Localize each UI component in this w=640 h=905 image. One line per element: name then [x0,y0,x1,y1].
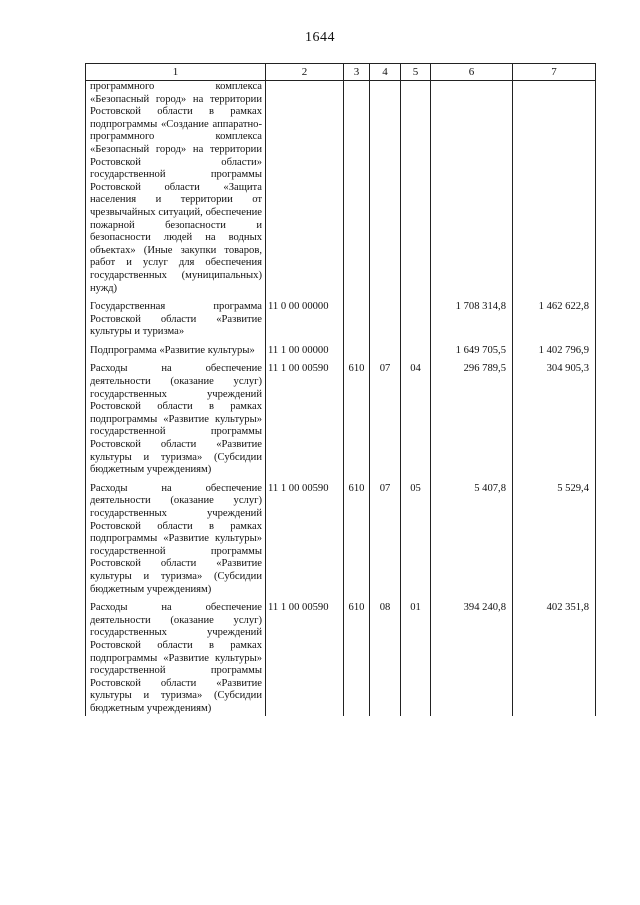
row-expense-type [344,295,370,339]
row-subsection: 04 [401,357,431,476]
row-section: 07 [370,357,401,476]
row-description: программного комплекса «Безопасный город» на территории Ростовской области в рамках подпрограммы «Создание аппаратно-программного комплекса «Безопасный город» на территории Ростовской области» государственной программы Ростовской области «Защита населения и территории от чрезвычайных ситуаций, обеспечение пожарной безопасности и безопасности людей на водных объектах» (Иные закупки товаров, работ и услуг для обеспечения государственных (муниципальных) нужд) [86,81,266,296]
row-target-code: 11 1 00 00590 [266,477,344,596]
row-amount-1: 394 240,8 [431,596,513,715]
row-description: Расходы на обеспечение деятельности (оказание услуг) государственных учреждений Ростовской области в рамках подпрограммы «Развитие культуры» государственной программы Ростовской области «Развитие культуры и туризма» (Субсидии бюджетным учреждениям) [86,477,266,596]
row-section [370,295,401,339]
row-subsection [401,339,431,358]
header-col-5: 5 [401,64,431,81]
row-expense-type [344,339,370,358]
row-expense-type: 610 [344,477,370,596]
row-amount-2 [513,81,596,296]
row-section: 07 [370,477,401,596]
table-row [86,295,596,339]
row-section [370,339,401,358]
header-col-4: 4 [370,64,401,81]
table-row [86,357,596,476]
row-amount-2: 402 351,8 [513,596,596,715]
row-amount-2: 304 905,3 [513,357,596,476]
row-section: 08 [370,596,401,715]
table-row [86,477,596,596]
row-subsection [401,295,431,339]
row-section [370,81,401,296]
row-subsection: 05 [401,477,431,596]
header-col-1: 1 [86,64,266,81]
row-subsection: 01 [401,596,431,715]
budget-table [85,63,596,716]
row-amount-1: 1 708 314,8 [431,295,513,339]
row-target-code: 11 1 00 00590 [266,357,344,476]
row-expense-type [344,81,370,296]
header-col-7: 7 [513,64,596,81]
row-expense-type: 610 [344,357,370,476]
table-row [86,596,596,715]
row-amount-2: 1 462 622,8 [513,295,596,339]
page-number: 1644 [305,30,335,45]
header-col-3: 3 [344,64,370,81]
header-row [86,64,596,81]
row-target-code [266,81,344,296]
row-expense-type: 610 [344,596,370,715]
row-amount-1 [431,81,513,296]
row-amount-2: 1 402 796,9 [513,339,596,358]
row-amount-1: 5 407,8 [431,477,513,596]
table-row [86,339,596,358]
row-target-code: 11 1 00 00590 [266,596,344,715]
row-description: Подпрограмма «Развитие культуры» [86,339,266,358]
header-col-6: 6 [431,64,513,81]
row-description: Расходы на обеспечение деятельности (оказание услуг) государственных учреждений Ростовской области в рамках подпрограммы «Развитие культуры» государственной программы Ростовской области «Развитие культуры и туризма» (Субсидии бюджетным учреждениям) [86,357,266,476]
row-amount-2: 5 529,4 [513,477,596,596]
table-row [86,81,596,296]
row-description: Расходы на обеспечение деятельности (оказание услуг) государственных учреждений Ростовской области в рамках подпрограммы «Развитие культуры» государственной программы Ростовской области «Развитие культуры и туризма» (Субсидии бюджетным учреждениям) [86,596,266,715]
header-col-2: 2 [266,64,344,81]
row-amount-1: 1 649 705,5 [431,339,513,358]
row-description: Государственная программа Ростовской области «Развитие культуры и туризма» [86,295,266,339]
row-target-code: 11 0 00 00000 [266,295,344,339]
row-target-code: 11 1 00 00000 [266,339,344,358]
row-subsection [401,81,431,296]
row-amount-1: 296 789,5 [431,357,513,476]
